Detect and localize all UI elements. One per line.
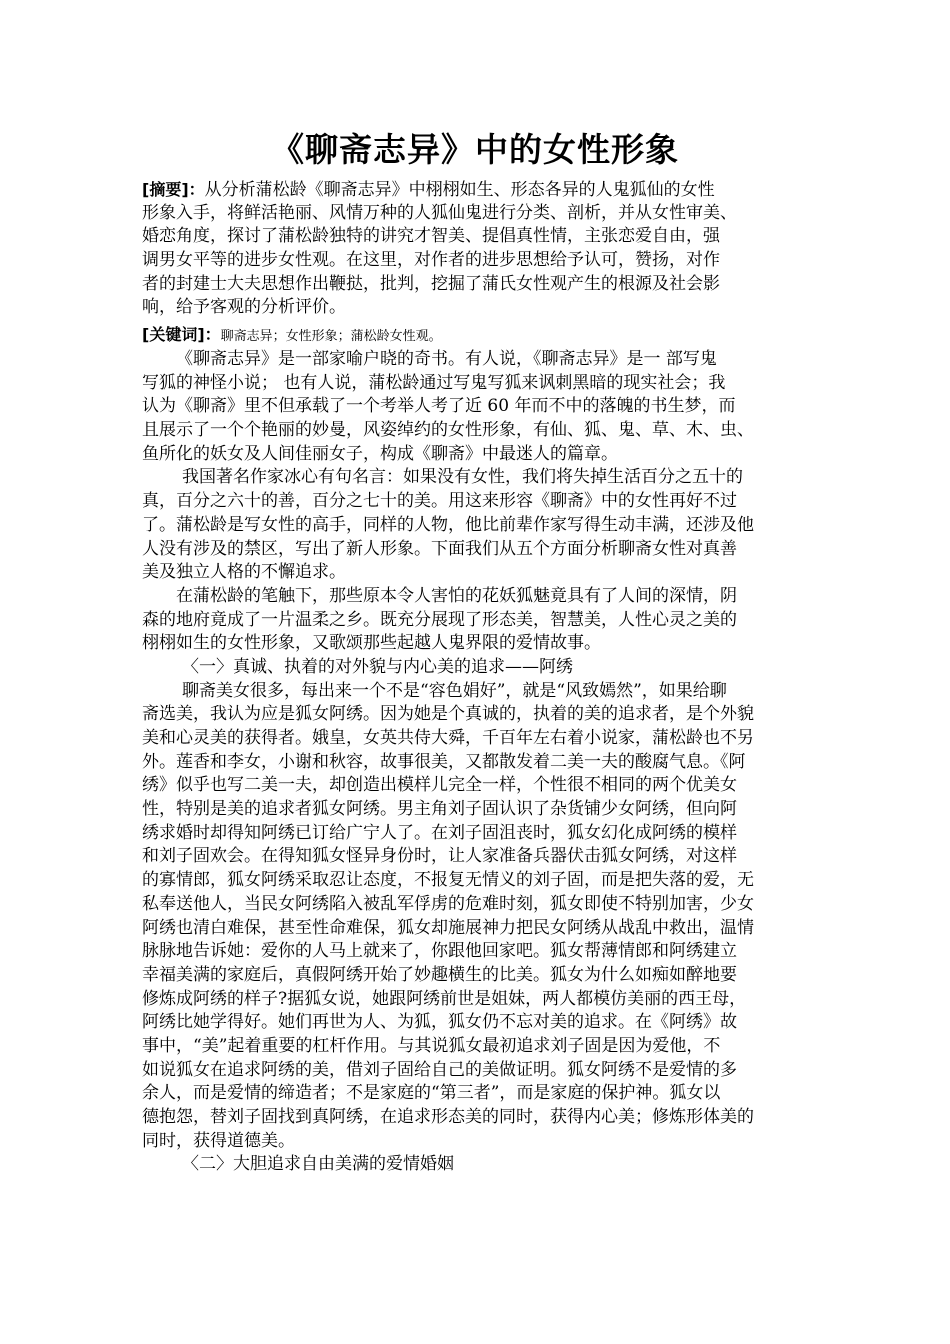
paragraph-line: 在蒲松龄的笔触下，那些原本令人害怕的花妖狐魅竟具有了人间的深情，阴 <box>176 585 737 606</box>
keywords-colon: ： <box>204 325 221 344</box>
paragraph-line: 余人，而是爱情的缔造者；不是家庭的“第三者”，而是家庭的保护神。狐女以 <box>142 1083 721 1104</box>
abstract-colon: ： <box>188 180 205 199</box>
abstract-line-text: 婚恋角度，探讨了蒲松龄独特的讲究才智美、提倡真性情，主张恋爱自由，强 <box>142 226 720 247</box>
paragraph-line: 德抱怨，替刘子固找到真阿绣，在追求形态美的同时，获得内心美；修炼形体美的 <box>142 1107 754 1127</box>
abstract-label: [摘要] <box>142 180 189 199</box>
abstract-line <box>142 225 818 249</box>
paragraph-line: 阿绣比她学得好。她们再世为人、为狐，狐女仍不忘对美的追求。在《阿绣》故 <box>142 1012 737 1033</box>
abstract-line-text: 从分析蒲松龄《聊斋志异》中栩栩如生、形态各异的人鬼狐仙的女性 <box>204 180 715 200</box>
section-heading <box>142 656 818 680</box>
section-heading <box>142 1153 818 1177</box>
paragraph-line: 的寡情郎，狐女阿绣采取忍让态度，不报复无情义的刘子固，而是把失落的爱，无 <box>142 870 754 891</box>
paragraph-line: 私奉送他人，当民女阿绣陷入被乱军俘虏的危难时刻，狐女即使不特别加害，少女 <box>142 893 754 914</box>
abstract-line-text: 响，给予客观的分析评价。 <box>142 297 346 318</box>
keywords-section <box>142 323 818 347</box>
paragraph-line: 修炼成阿绣的样子?据狐女说，她跟阿绣前世是姐妹，两人都模仿美丽的西王母， <box>142 988 747 1009</box>
paragraph-line: 性，特别是美的追求者狐女阿绣。男主角刘子固认识了杂货铺少女阿绣，但向阿 <box>142 799 737 820</box>
paragraph <box>142 680 818 1154</box>
paragraph-line: 人没有涉及的禁区，写出了新人形象。下面我们从五个方面分析聊斋女性对真善 <box>142 538 737 559</box>
paragraph-line: 绣》似乎也写二美一夫，却创造出模样儿完全一样，个性很不相同的两个优美女 <box>142 775 737 796</box>
paragraph-line: 外。莲香和李女，小谢和秋容，故事很美，又都散发着二美一夫的酸腐气息。《阿 <box>142 751 746 772</box>
abstract-line-text: 者的封建士大夫思想作出鞭挞，批判，挖掘了蒲氏女性观产生的根源及社会影 <box>142 273 720 294</box>
document-title: 《聊斋志异》中的女性形象 <box>271 130 679 169</box>
paragraph-line: 斋选美，我认为应是狐女阿绣。因为她是个真诚的，执着的美的追求者，是个外貌 <box>142 704 754 725</box>
paragraph-line: 脉脉地告诉她：爱你的人马上就来了，你跟他回家吧。狐女帮薄情郎和阿绣建立 <box>142 941 737 962</box>
paragraph-line: 〈二〉大胆追求自由美满的爱情婚姻 <box>182 1154 454 1175</box>
paragraph-line: 阿绣也清白难保，甚至性命难保，狐女却施展神力把民女阿绣从战乱中救出，温情 <box>142 917 754 938</box>
abstract-section <box>142 178 818 320</box>
paragraph-line: 美及独立人格的不懈追求。 <box>142 562 346 583</box>
paragraph-line: 〈一〉真诚、执着的对外貌与内心美的追求——阿绣 <box>182 656 573 677</box>
keywords-label: [关键词] <box>142 325 205 344</box>
paragraph-line: 和刘子固欢会。在得知狐女怪异身份时，让人家准备兵器伏击狐女阿绣，对这样 <box>142 846 737 867</box>
abstract-line <box>142 296 818 320</box>
keywords-text: 聊斋志异；女性形象；蒲松龄女性观。 <box>220 329 442 344</box>
paragraph-line: 且展示了一个个艳丽的妙曼，风姿绰约的女性形象，有仙、狐、鬼、草、木、虫、 <box>142 420 754 441</box>
abstract-line <box>142 202 818 226</box>
paragraph-line: 《聊斋志异》是一部家喻户晓的奇书。有人说，《聊斋志异》是一 部写鬼 <box>176 349 717 369</box>
paragraph-line: 写狐的神怪小说； 也有人说，蒲松龄通过写鬼写狐来讽刺黑暗的现实社会；我 <box>142 372 726 393</box>
paragraph-line: 栩栩如生的女性形象，又歌颂那些起越人鬼界限的爱情故事。 <box>142 633 601 654</box>
paragraph <box>142 585 818 656</box>
paragraph-line: 了。蒲松龄是写女性的高手，同样的人物，他比前辈作家写得生动丰满，还涉及他 <box>142 514 754 535</box>
abstract-line <box>142 273 818 297</box>
paragraph <box>142 348 818 466</box>
body-text <box>142 348 818 1177</box>
paragraph <box>142 466 818 584</box>
paragraph-line: 真，百分之六十的善，百分之七十的美。用这来形容《聊斋》中的女性再好不过 <box>142 491 737 512</box>
abstract-line-text: 形象入手，将鲜活艳丽、风情万种的人狐仙鬼进行分类、剖析，并从女性审美、 <box>142 202 737 223</box>
paragraph-line: 事中，“美”起着重要的杠杆作用。与其说狐女最初追求刘子固是因为爱他，不 <box>142 1035 721 1056</box>
paragraph-line: 我国著名作家冰心有句名言：如果没有女性，我们将失掉生活百分之五十的 <box>182 467 743 488</box>
abstract-line-text: 调男女平等的进步女性观。在这里，对作者的进步思想给予认可，赞扬，对作 <box>142 250 720 271</box>
paragraph-line: 美和心灵美的获得者。娥皇，女英共侍大舜，千百年左右着小说家，蒲松龄也不另 <box>142 728 754 748</box>
paragraph-line: 鱼所化的妖女及人间佳丽女子，构成《聊斋》中最迷人的篇章。 <box>142 443 618 464</box>
paragraph-line: 同时，获得道德美。 <box>142 1130 295 1151</box>
paragraph-line: 森的地府竟成了一片温柔之乡。既充分展现了形态美，智慧美，人性心灵之美的 <box>142 609 737 630</box>
paragraph-line: 绣求婚时却得知阿绣已订给广宁人了。在刘子固沮丧时，狐女幻化成阿绣的模样 <box>142 822 737 843</box>
paragraph-line: 认为《聊斋》里不但承载了一个考举人考了近 60 年而不中的落魄的书生梦，而 <box>142 396 736 417</box>
abstract-line <box>142 249 818 273</box>
paragraph-line: 聊斋美女很多，每出来一个不是“容色娟好”，就是“风致嫣然”，如果给聊 <box>182 680 727 701</box>
paragraph-line: 如说狐女在追求阿绣的美，借刘子固给自己的美做证明。狐女阿绣不是爱情的多 <box>142 1059 737 1080</box>
abstract-line <box>142 178 818 202</box>
paragraph-line: 幸福美满的家庭后，真假阿绣开始了妙趣横生的比美。狐女为什么如痴如醉地要 <box>142 964 737 985</box>
